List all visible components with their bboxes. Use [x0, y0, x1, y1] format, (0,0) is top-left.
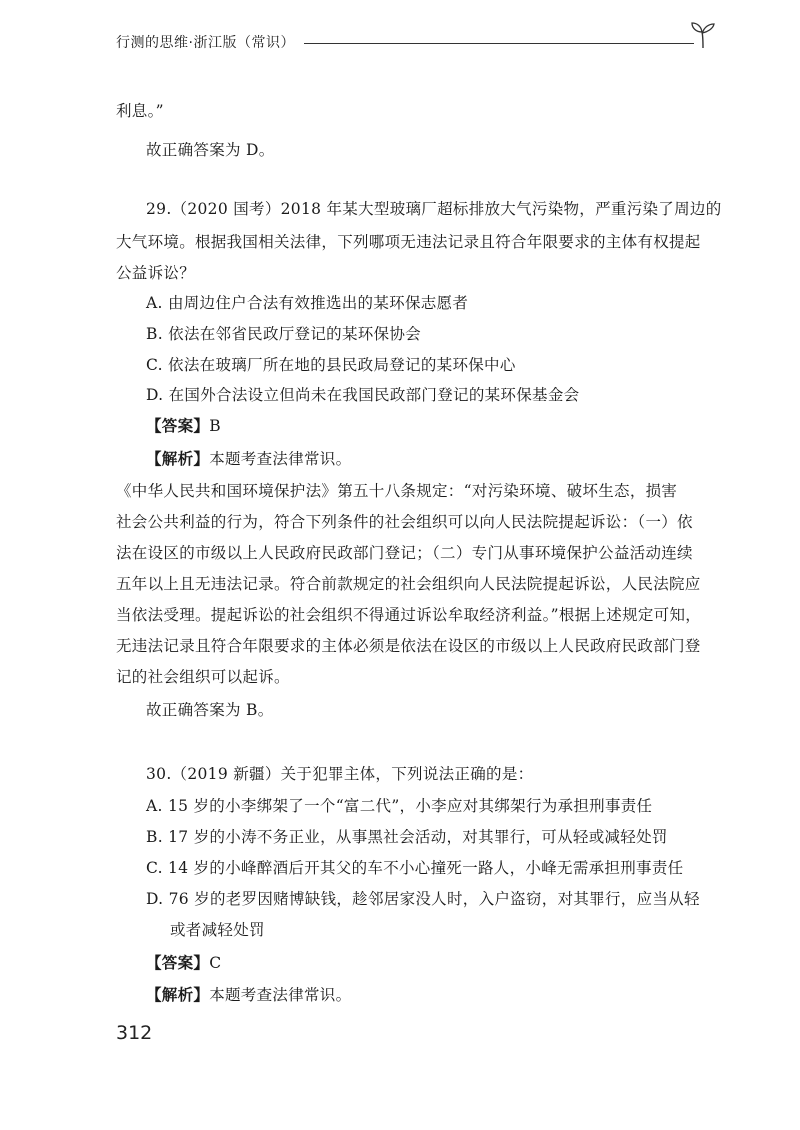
- question-30-option-c: C. 14 岁的小峰醉酒后开其父的车不小心撞死一路人，小峰无需承担刑事责任: [146, 859, 684, 877]
- header-rule: [304, 43, 694, 44]
- question-29-option-b: B. 依法在邻省民政厅登记的某环保协会: [146, 325, 421, 343]
- analysis-paragraph: 五年以上且无违法记录。符合前款规定的社会组织向人民法院提起诉讼，人民法院应: [116, 575, 701, 593]
- analysis-paragraph: 当依法受理。提起诉讼的社会组织不得通过诉讼牟取经济利益。”根据上述规定可知，: [116, 606, 702, 624]
- analysis-value: 本题考查法律常识。: [209, 986, 352, 1004]
- analysis-paragraph: 法在设区的市级以上人民政府民政部门登记；（二）专门从事环境保护公益活动连续: [116, 544, 693, 562]
- analysis-line: [146, 985, 746, 1005]
- analysis-value: 本题考查法律常识。: [209, 450, 352, 468]
- analysis-paragraph: 无违法记录且符合年限要求的主体必须是依法在设区的市级以上人民政府民政部门登: [116, 637, 701, 655]
- question-29-option-a: A. 由周边住户合法有效推选出的某环保志愿者: [146, 294, 469, 312]
- running-header: [116, 28, 716, 58]
- question-29-stem: 29.（2020 国考）2018 年某大型玻璃厂超标排放大气污染物，严重污染了周边的: [146, 200, 722, 218]
- answer-line: [146, 953, 746, 973]
- question-30-stem: 30.（2019 新疆）关于犯罪主体，下列说法正确的是：: [146, 765, 534, 783]
- analysis-paragraph: 社会公共利益的行为，符合下列条件的社会组织可以向人民法院提起诉讼：（一）依: [116, 513, 693, 531]
- answer-tag: 【答案】: [146, 416, 210, 435]
- answer-value: C: [209, 954, 222, 972]
- header-title: 行测的思维·浙江版（常识）: [116, 35, 295, 51]
- analysis-line: [146, 449, 746, 469]
- analysis-paragraph: 《中华人民共和国环境保护法》第五十八条规定：“对污染环境、破坏生态，损害: [116, 482, 678, 500]
- analysis-tag: 【解析】: [146, 449, 210, 468]
- analysis-tag: 【解析】: [146, 985, 210, 1004]
- question-29-option-c: C. 依法在玻璃厂所在地的县民政局登记的某环保中心: [146, 356, 516, 374]
- question-30-option-b: B. 17 岁的小涛不务正业，从事黑社会活动，对其罪行，可从轻或减轻处罚: [146, 828, 668, 846]
- answer-tag: 【答案】: [146, 953, 210, 972]
- answer-conclusion: 故正确答案为 D。: [146, 141, 275, 159]
- analysis-paragraph: 记的社会组织可以起诉。: [116, 668, 290, 686]
- question-29-stem: 公益诉讼？: [116, 264, 196, 282]
- answer-conclusion: 故正确答案为 B。: [146, 701, 274, 719]
- sprout-icon: [690, 20, 716, 50]
- question-29-option-d: D. 在国外合法设立但尚未在我国民政部门登记的某环保基金会: [146, 386, 580, 404]
- question-30-option-a: A. 15 岁的小李绑架了一个“富二代”，小李应对其绑架行为承担刑事责任: [146, 797, 653, 815]
- question-30-option-d-cont: 或者减轻处罚: [170, 921, 265, 939]
- question-29-stem: 大气环境。根据我国相关法律，下列哪项无违法记录且符合年限要求的主体有权提起: [116, 233, 701, 251]
- answer-line: [146, 416, 746, 436]
- answer-value: B: [209, 417, 221, 435]
- question-30-option-d: D. 76 岁的老罗因赌博缺钱，趁邻居家没人时，入户盗窃，对其罪行，应当从轻: [146, 890, 700, 908]
- text-line: 利息。”: [116, 102, 164, 120]
- page-number: 312: [116, 1022, 153, 1044]
